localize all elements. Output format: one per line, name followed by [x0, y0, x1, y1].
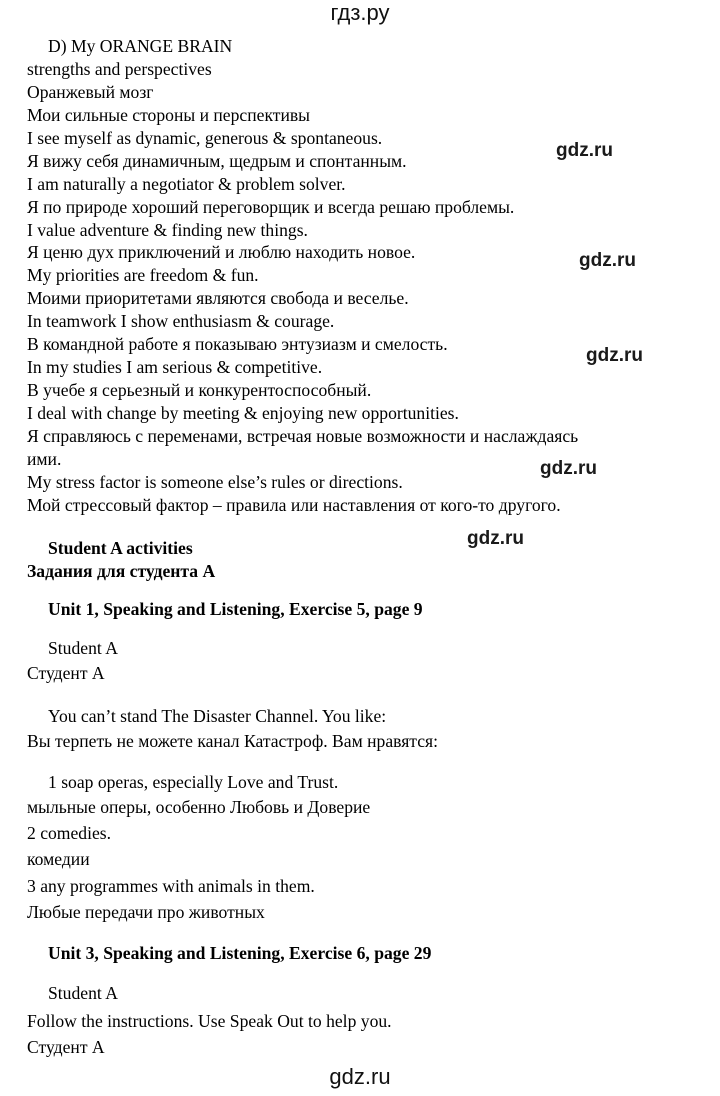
text-line: ими.: [27, 449, 62, 469]
section-heading: Student A activities: [48, 538, 193, 558]
section-title: D) My ORANGE BRAIN: [48, 36, 233, 56]
unit1-item: Любые передачи про животных: [27, 902, 265, 922]
unit1-heading: Unit 1, Speaking and Listening, Exercise 5, page 9: [48, 599, 423, 619]
text-line: In teamwork I show enthusiasm & courage.: [27, 311, 335, 331]
text-line: strengths and perspectives: [27, 59, 212, 79]
text-line: My stress factor is someone else’s rules or directions.: [27, 472, 403, 492]
text-line: Оранжевый мозг: [27, 82, 154, 102]
text-line: In my studies I am serious & competitive.: [27, 357, 323, 377]
text-line: Я по природе хороший переговорщик и всегда решаю проблемы.: [27, 197, 515, 217]
watermark: gdz.ru: [556, 140, 613, 161]
page-footer: gdz.ru: [329, 1064, 391, 1089]
text-line: I value adventure & finding new things.: [27, 220, 308, 240]
text-line: Мои сильные стороны и перспективы: [27, 105, 310, 125]
text-line: В учебе я серьезный и конкурентоспособный.: [27, 380, 372, 400]
unit3-heading: Unit 3, Speaking and Listening, Exercise 6, page 29: [48, 943, 432, 963]
unit1-student-ru: Студент А: [27, 663, 105, 683]
text-line: My priorities are freedom & fun.: [27, 265, 259, 285]
unit1-item: мыльные оперы, особенно Любовь и Доверие: [27, 797, 371, 817]
unit3-instructions: Follow the instructions. Use Speak Out to help you.: [27, 1011, 392, 1031]
text-line: I deal with change by meeting & enjoying new opportunities.: [27, 403, 459, 423]
watermark: gdz.ru: [579, 250, 636, 271]
text-line: Я вижу себя динамичным, щедрым и спонтанным.: [27, 151, 407, 171]
text-line: I am naturally a negotiator & problem solver.: [27, 174, 346, 194]
text-line: Я ценю дух приключений и люблю находить новое.: [27, 242, 416, 262]
unit1-item: комедии: [27, 849, 90, 869]
unit1-intro-ru: Вы терпеть не можете канал Катастроф. Вам нравятся:: [27, 731, 439, 751]
text-line: Мой стрессовый фактор – правила или наставления от кого-то другого.: [27, 495, 561, 515]
text-line: Я справляюсь с переменами, встречая новые возможности и наслаждаясь: [27, 426, 579, 446]
unit1-item: 1 soap operas, especially Love and Trust.: [48, 772, 339, 792]
section-heading-ru: Задания для студента А: [27, 561, 216, 581]
unit3-student-ru: Студент А: [27, 1037, 105, 1057]
watermark: gdz.ru: [540, 458, 597, 479]
watermark: gdz.ru: [586, 345, 643, 366]
unit1-intro: You can’t stand The Disaster Channel. You like:: [48, 706, 387, 726]
page-header: гдз.ру: [330, 0, 390, 25]
unit3-student: Student A: [48, 983, 118, 1003]
text-line: В командной работе я показываю энтузиазм и смелость.: [27, 334, 448, 354]
unit1-item: 3 any programmes with animals in them.: [27, 876, 315, 896]
unit1-item: 2 comedies.: [27, 823, 112, 843]
watermark: gdz.ru: [467, 528, 524, 549]
unit1-student: Student A: [48, 638, 118, 658]
text-line: Моими приоритетами являются свобода и веселье.: [27, 288, 409, 308]
text-line: I see myself as dynamic, generous & spontaneous.: [27, 128, 383, 148]
